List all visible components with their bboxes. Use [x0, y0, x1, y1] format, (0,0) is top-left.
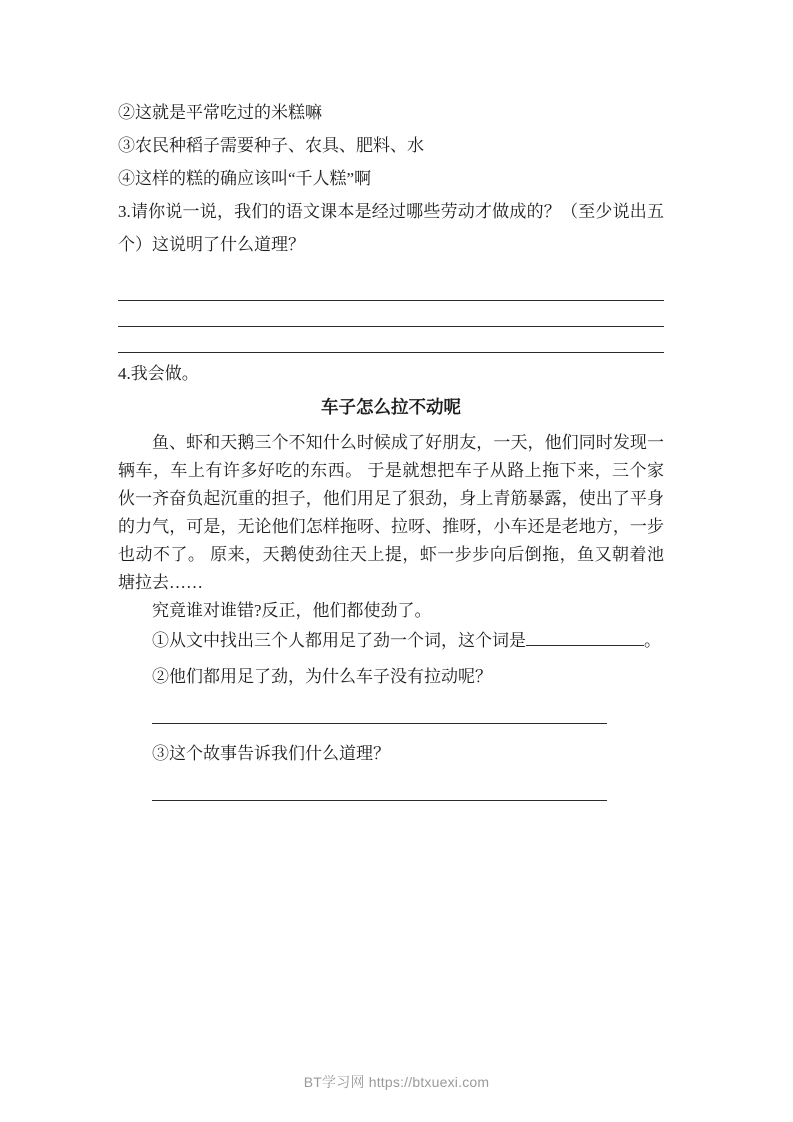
story-title: 车子怎么拉不动呢 [321, 397, 461, 417]
sub-question-1 [118, 627, 664, 655]
sub-question-1-suffix: 。 [644, 631, 661, 650]
story-paragraph: 鱼、虾和天鹅三个不知什么时候成了好朋友，一天，他们同时发现一辆车，车上有许多好吃的东西。 于是就想把车子从路上拖下来，三个家伙一齐奋负起沉重的担子，他们用足了狠劲，身上青筋暴露，使出了平身的力气，可是，无论他们怎样拖呀、拉呀、推呀，小车还是老地方，一步也动不了。 原来，天鹅使劲往天上提，虾一步步向后倒拖，鱼又朝着池塘拉去…… [118, 433, 664, 592]
worksheet-content [118, 96, 664, 801]
answer-line [118, 301, 664, 327]
option-line-4: ④这样的糕的确应该叫“千人糕”啊 [118, 169, 372, 188]
sub-question-3: ③这个故事告诉我们什么道理？ [152, 744, 390, 763]
answer-line [152, 723, 607, 724]
inline-answer-blank [526, 628, 644, 646]
sub-question-2: ②他们都用足了劲，为什么车子没有拉动呢？ [152, 667, 492, 686]
option-line-3: ③农民种稻子需要种子、农具、肥料、水 [118, 136, 424, 155]
watermark-footer: BT学习网 https://btxuexi.com [303, 1074, 490, 1090]
story-closing-line: 究竟谁对谁错?反正，他们都使劲了。 [152, 601, 432, 620]
sub-question-1-prefix: ①从文中找出三个人都用足了劲一个词，这个词是 [152, 631, 526, 650]
question-4-label: 4.我会做。 [118, 364, 199, 383]
answer-line [118, 275, 664, 301]
answer-line [118, 327, 664, 353]
question-3-text: 3.请你说一说，我们的语文课本是经过哪些劳动才做成的？（至少说出五个）这说明了什么道理？ [118, 202, 664, 254]
answer-line [152, 800, 607, 801]
question-3-answer-area [118, 275, 664, 353]
option-line-2: ②这就是平常吃过的米糕嘛 [118, 103, 322, 122]
